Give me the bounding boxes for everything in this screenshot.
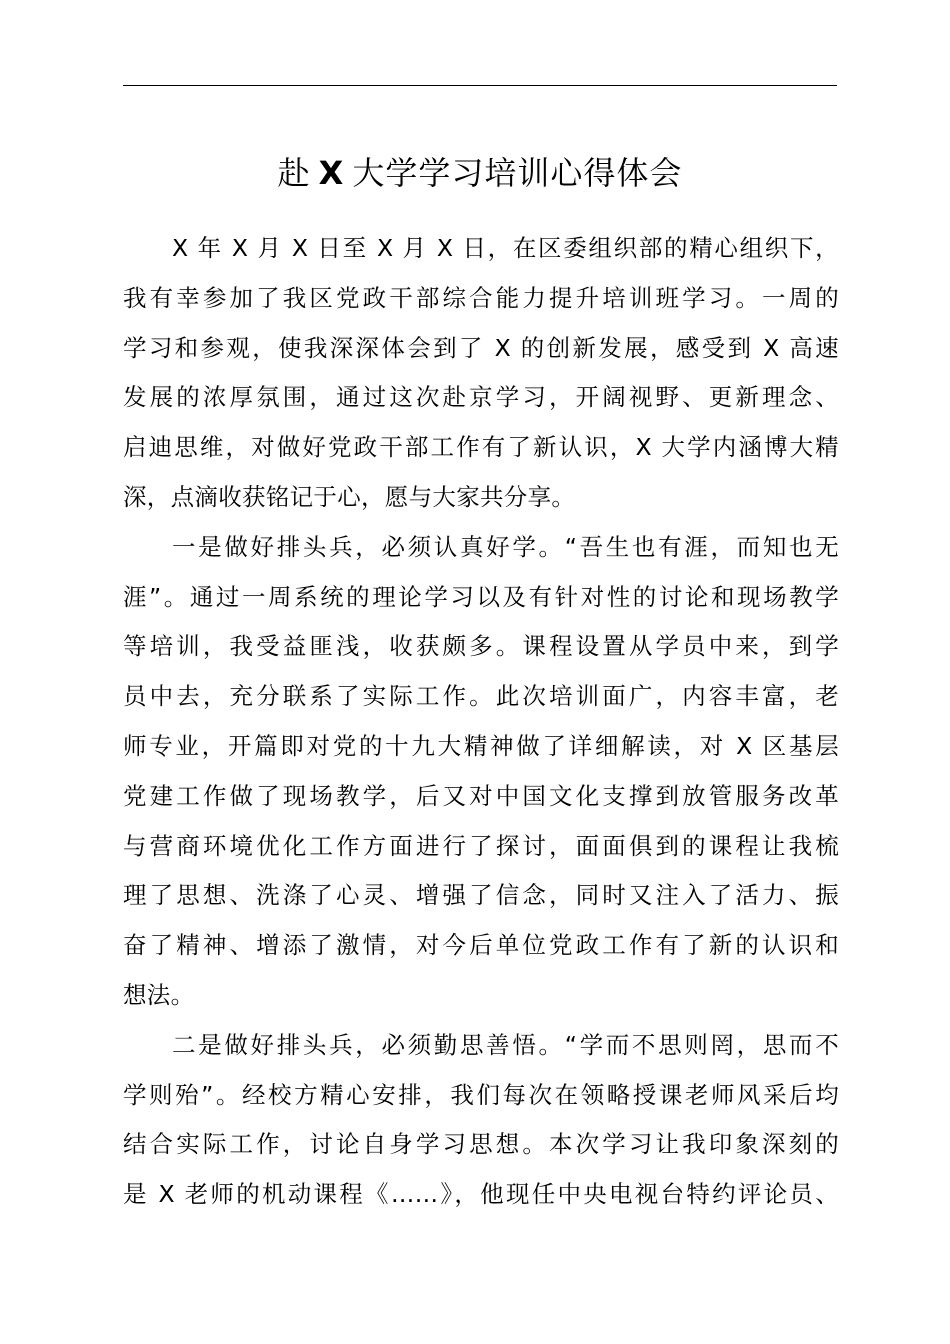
- paragraph-1-line-6: 深，点滴收获铭记于心，愿与大家共分享。: [123, 482, 576, 511]
- paragraph-1-line-3: 学习和参观，使我深深体会到了 X 的创新发展，感受到 X 高速: [123, 333, 839, 362]
- paragraph-1-line-1: X 年 X 月 X 日至 X 月 X 日，在区委组织部的精心组织下，: [172, 234, 839, 262]
- paragraph-3-line-1: 二是做好排头兵，必须勤思善悟。“学而不思则罔，思而不: [172, 1030, 839, 1059]
- paragraph-1-line-2: 我有幸参加了我区党政干部综合能力提升培训班学习。一周的: [123, 283, 839, 312]
- document-title: [123, 148, 837, 198]
- paragraph-2-line-2: 涯”。通过一周系统的理论学习以及有针对性的讨论和现场教学: [123, 582, 839, 611]
- paragraph-2-line-8: 理了思想、洗涤了心灵、增强了信念，同时又注入了活力、振: [123, 881, 839, 910]
- paragraph-2-line-6: 党建工作做了现场教学，后又对中国文化支撑到放管服务改革: [123, 781, 839, 810]
- header-rule: [123, 85, 837, 86]
- title-prefix: 赴: [277, 154, 311, 192]
- paragraph-1-line-4: 发展的浓厚氛围，通过这次赴京学习，开阔视野、更新理念、: [123, 383, 839, 412]
- title-suffix: 大学学习培训心得体会: [352, 154, 683, 192]
- paragraph-3-line-3: 结合实际工作，讨论自身学习思想。本次学习让我印象深刻的: [123, 1130, 839, 1159]
- title-x: X: [318, 154, 345, 192]
- paragraph-2-line-1: 一是做好排头兵，必须认真好学。“吾生也有涯，而知也无: [172, 532, 839, 561]
- paragraph-2-line-7: 与营商环境优化工作方面进行了探讨，面面俱到的课程让我梳: [123, 831, 839, 860]
- paragraph-1-line-5: 启迪思维，对做好党政干部工作有了新认识，X 大学内涵博大精: [123, 433, 839, 462]
- paragraph-2-line-9: 奋了精神、增添了激情，对今后单位党政工作有了新的认识和: [123, 931, 839, 960]
- paragraph-2-line-3: 等培训，我受益匪浅，收获颇多。课程设置从学员中来，到学: [123, 632, 839, 661]
- paragraph-2-line-4: 员中去，充分联系了实际工作。此次培训面广，内容丰富，老: [123, 682, 839, 711]
- paragraph-2-line-10: 想法。: [123, 980, 195, 1009]
- document-body: [123, 224, 839, 1220]
- paragraph-3-line-2: 学则殆”。经校方精心安排，我们每次在领略授课老师风采后均: [123, 1080, 839, 1109]
- paragraph-3-line-4: 是 X 老师的机动课程《……》，他现任中央电视台特约评论员、: [123, 1180, 839, 1209]
- paragraph-2-line-5: 师专业，开篇即对党的十九大精神做了详细解读，对 X 区基层: [123, 731, 839, 760]
